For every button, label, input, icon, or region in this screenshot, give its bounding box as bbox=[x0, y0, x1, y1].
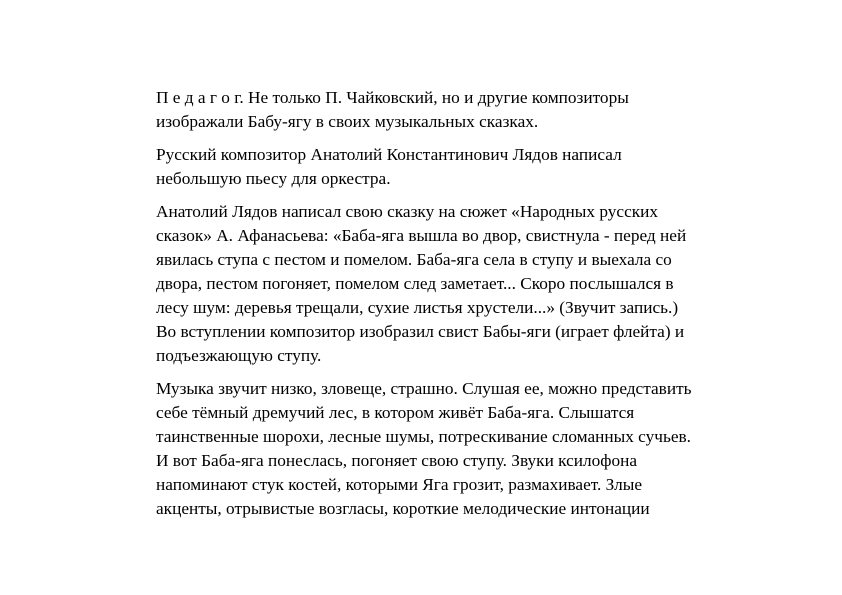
text-line: сказок» А. Афанасьева: «Баба-яга вышла во двор, свистнула - перед ней bbox=[156, 226, 687, 245]
paragraph-music-description bbox=[156, 377, 726, 521]
text-line: подъезжающую ступу. bbox=[156, 346, 322, 365]
text-line: двора, пестом погоняет, помелом след заметает... Скоро послышался в bbox=[156, 274, 674, 293]
text-line: Русский композитор Анатолий Константинович Лядов написал bbox=[156, 145, 622, 164]
text-line: лесу шум: деревья трещали, сухие листья хрустели...» (Звучит запись.) bbox=[156, 298, 679, 317]
text-line: напоминают стук костей, которыми Яга грозит, размахивает. Злые bbox=[156, 475, 642, 494]
text-line: Музыка звучит низко, зловеще, страшно. Слушая ее, можно представить bbox=[156, 379, 692, 398]
document-body bbox=[156, 86, 726, 530]
paragraph-teacher-intro bbox=[156, 86, 726, 134]
text-line: явилась ступа с пестом и помелом. Баба-яга села в ступу и выехала со bbox=[156, 250, 672, 269]
text-line: П е д а г о г. Не только П. Чайковский, но и другие композиторы bbox=[156, 88, 629, 107]
text-line: Во вступлении композитор изобразил свист Бабы-яги (играет флейта) и bbox=[156, 322, 685, 341]
text-line: себе тёмный дремучий лес, в котором живёт Баба-яга. Слышатся bbox=[156, 403, 635, 422]
text-line: Анатолий Лядов написал свою сказку на сюжет «Народных русских bbox=[156, 202, 659, 221]
text-line: И вот Баба-яга понеслась, погоняет свою ступу. Звуки ксилофона bbox=[156, 451, 638, 470]
paragraph-fairy-tale-plot bbox=[156, 200, 726, 368]
text-line: таинственные шорохи, лесные шумы, потрескивание сломанных сучьев. bbox=[156, 427, 691, 446]
text-line: изображали Бабу-ягу в своих музыкальных сказках. bbox=[156, 112, 539, 131]
text-line: небольшую пьесу для оркестра. bbox=[156, 169, 391, 188]
text-line: акценты, отрывистые возгласы, короткие мелодические интонации bbox=[156, 499, 650, 518]
paragraph-lyadov-intro bbox=[156, 143, 726, 191]
